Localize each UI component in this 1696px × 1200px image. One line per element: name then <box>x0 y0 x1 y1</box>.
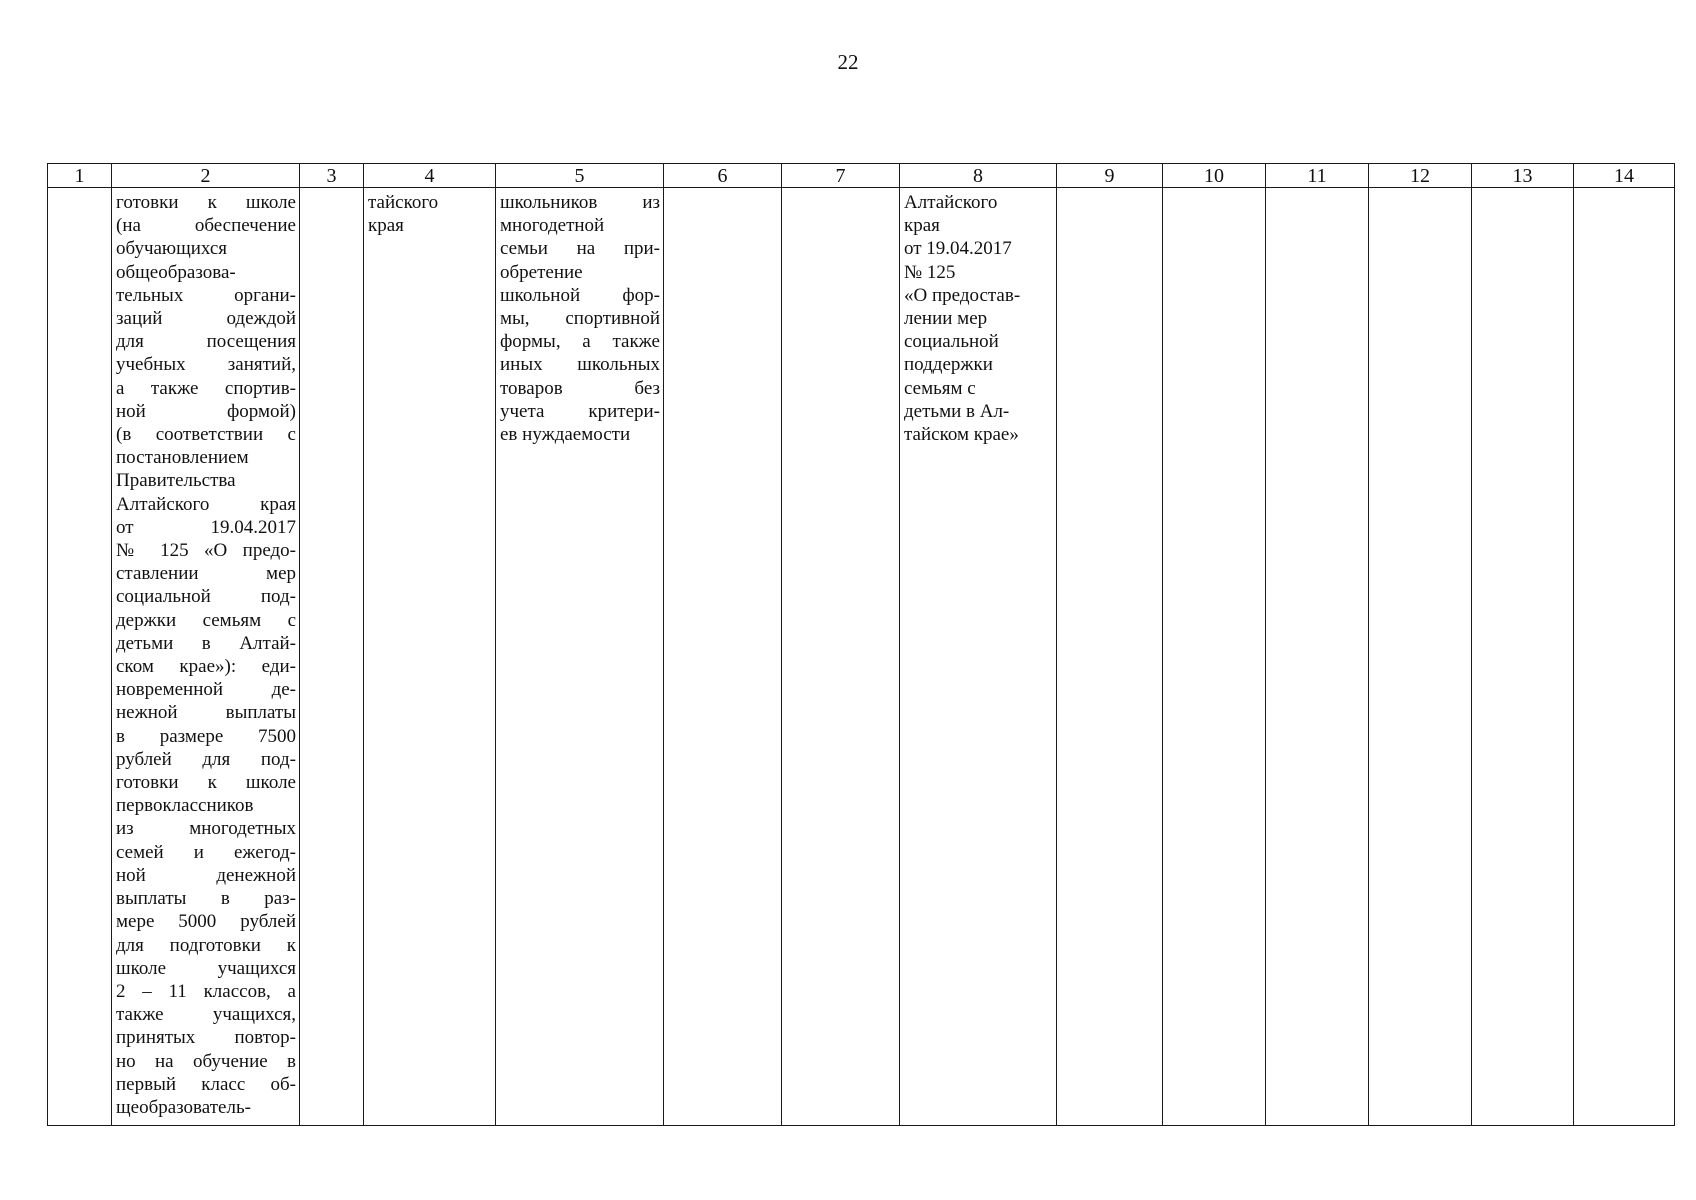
text-line: детьми в Алтай- <box>116 632 296 654</box>
column-header-12: 12 <box>1369 164 1472 188</box>
text-line: тайском крае» <box>904 424 1019 446</box>
text-line: от 19.04.2017 <box>904 238 1012 260</box>
text-line: обучающихся <box>116 238 228 260</box>
text-line: готовки к школе <box>116 192 296 213</box>
text-line: социальной <box>904 331 999 353</box>
cell-col-6 <box>664 188 782 1126</box>
text-line: «О предостав- <box>904 284 1021 306</box>
text-line: также учащихся, <box>116 1004 296 1026</box>
text-line: рублей для под- <box>116 748 296 770</box>
cell-col-8 <box>900 188 1057 1126</box>
text-line: 2 – 11 классов, а <box>116 980 296 1002</box>
cell-col-7 <box>782 188 900 1126</box>
text-line: а также спортив- <box>116 377 296 399</box>
text-line: школе учащихся <box>116 957 296 979</box>
cell-col-11 <box>1266 188 1369 1126</box>
column-header-7: 7 <box>782 164 900 188</box>
column-header-2: 2 <box>112 164 300 188</box>
text-line: № 125 <box>904 261 956 283</box>
text-line: школьной фор- <box>500 284 660 306</box>
column-header-13: 13 <box>1472 164 1574 188</box>
text-line: лении мер <box>904 308 988 330</box>
text-line: ной формой) <box>116 400 296 422</box>
cell-col-5 <box>496 188 664 1126</box>
text-line: учета критери- <box>500 400 660 422</box>
column-header-6: 6 <box>664 164 782 188</box>
text-line: выплаты в раз- <box>116 888 296 910</box>
cell-col-3 <box>300 188 364 1126</box>
text-line: ной денежной <box>116 864 296 886</box>
cell-col-2 <box>112 188 300 1126</box>
cell-col-4 <box>364 188 496 1126</box>
text-line: семьи на при- <box>500 238 660 260</box>
text-line: Правительства <box>116 470 236 492</box>
text-line: первый класс об- <box>116 1073 296 1095</box>
cell-col-13 <box>1472 188 1574 1126</box>
text-line: края <box>368 215 404 237</box>
column-header-4: 4 <box>364 164 496 188</box>
page-number: 22 <box>837 50 859 74</box>
col5-text <box>500 191 660 446</box>
text-line: многодетной <box>500 215 605 237</box>
text-line: учебных занятий, <box>116 354 296 376</box>
text-line: Алтайского края <box>116 493 296 515</box>
text-line: иных школьных <box>500 354 660 376</box>
column-header-8: 8 <box>900 164 1057 188</box>
cell-col-9 <box>1057 188 1163 1126</box>
column-header-1: 1 <box>48 164 112 188</box>
col2-text <box>116 191 296 1119</box>
text-line: новременной де- <box>116 679 296 701</box>
column-header-10: 10 <box>1163 164 1266 188</box>
column-header-5: 5 <box>496 164 664 188</box>
text-line: обретение <box>500 261 583 283</box>
cell-col-14 <box>1574 188 1675 1126</box>
text-line: нежной выплаты <box>116 702 296 724</box>
text-line: для подготовки к <box>116 934 296 956</box>
text-line: общеобразова- <box>116 261 236 283</box>
col8-text <box>904 191 1053 446</box>
column-header-3: 3 <box>300 164 364 188</box>
text-line: мы, спортивной <box>500 308 660 330</box>
col4-text <box>368 191 492 237</box>
text-line: товаров без <box>500 377 660 399</box>
cell-col-10 <box>1163 188 1266 1126</box>
text-line: края <box>904 215 940 237</box>
column-header-9: 9 <box>1057 164 1163 188</box>
text-line: школьников из <box>500 192 660 213</box>
text-line: в размере 7500 <box>116 725 296 747</box>
text-line: для посещения <box>116 331 296 353</box>
text-line: Алтайского <box>904 192 998 213</box>
cell-col-1 <box>48 188 112 1126</box>
text-line: ставлении мер <box>116 563 296 585</box>
text-line: ском крае»): еди- <box>116 656 296 678</box>
text-line: из многодетных <box>116 818 296 840</box>
text-line: семей и ежегод- <box>116 841 296 863</box>
text-line: детьми в Ал- <box>904 400 1010 422</box>
table-row <box>48 188 1675 1126</box>
text-line: тельных органи- <box>116 284 296 306</box>
text-line: (на обеспечение <box>116 215 296 237</box>
text-line: семьям с <box>904 377 976 399</box>
text-line: № 125 «О предо- <box>116 540 296 562</box>
document-table <box>47 163 1675 1126</box>
text-line: формы, а также <box>500 331 660 353</box>
column-header-14: 14 <box>1574 164 1675 188</box>
text-line: щеобразователь- <box>116 1096 251 1118</box>
text-line: тайского <box>368 192 439 213</box>
text-line: социальной под- <box>116 586 296 608</box>
text-line: поддержки <box>904 354 993 376</box>
cell-col-12 <box>1369 188 1472 1126</box>
header-row <box>48 164 1675 188</box>
column-header-11: 11 <box>1266 164 1369 188</box>
text-line: мере 5000 рублей <box>116 911 296 933</box>
text-line: от 19.04.2017 <box>116 516 296 538</box>
text-line: постановлением <box>116 447 249 469</box>
text-line: заций одеждой <box>116 308 296 330</box>
text-line: но на обучение в <box>116 1050 296 1072</box>
text-line: готовки к школе <box>116 772 296 794</box>
text-line: держки семьям с <box>116 609 296 631</box>
text-line: принятых повтор- <box>116 1027 296 1049</box>
text-line: первоклассников <box>116 795 254 817</box>
text-line: (в соответствии с <box>116 424 296 446</box>
text-line: ев нуждаемости <box>500 424 631 446</box>
